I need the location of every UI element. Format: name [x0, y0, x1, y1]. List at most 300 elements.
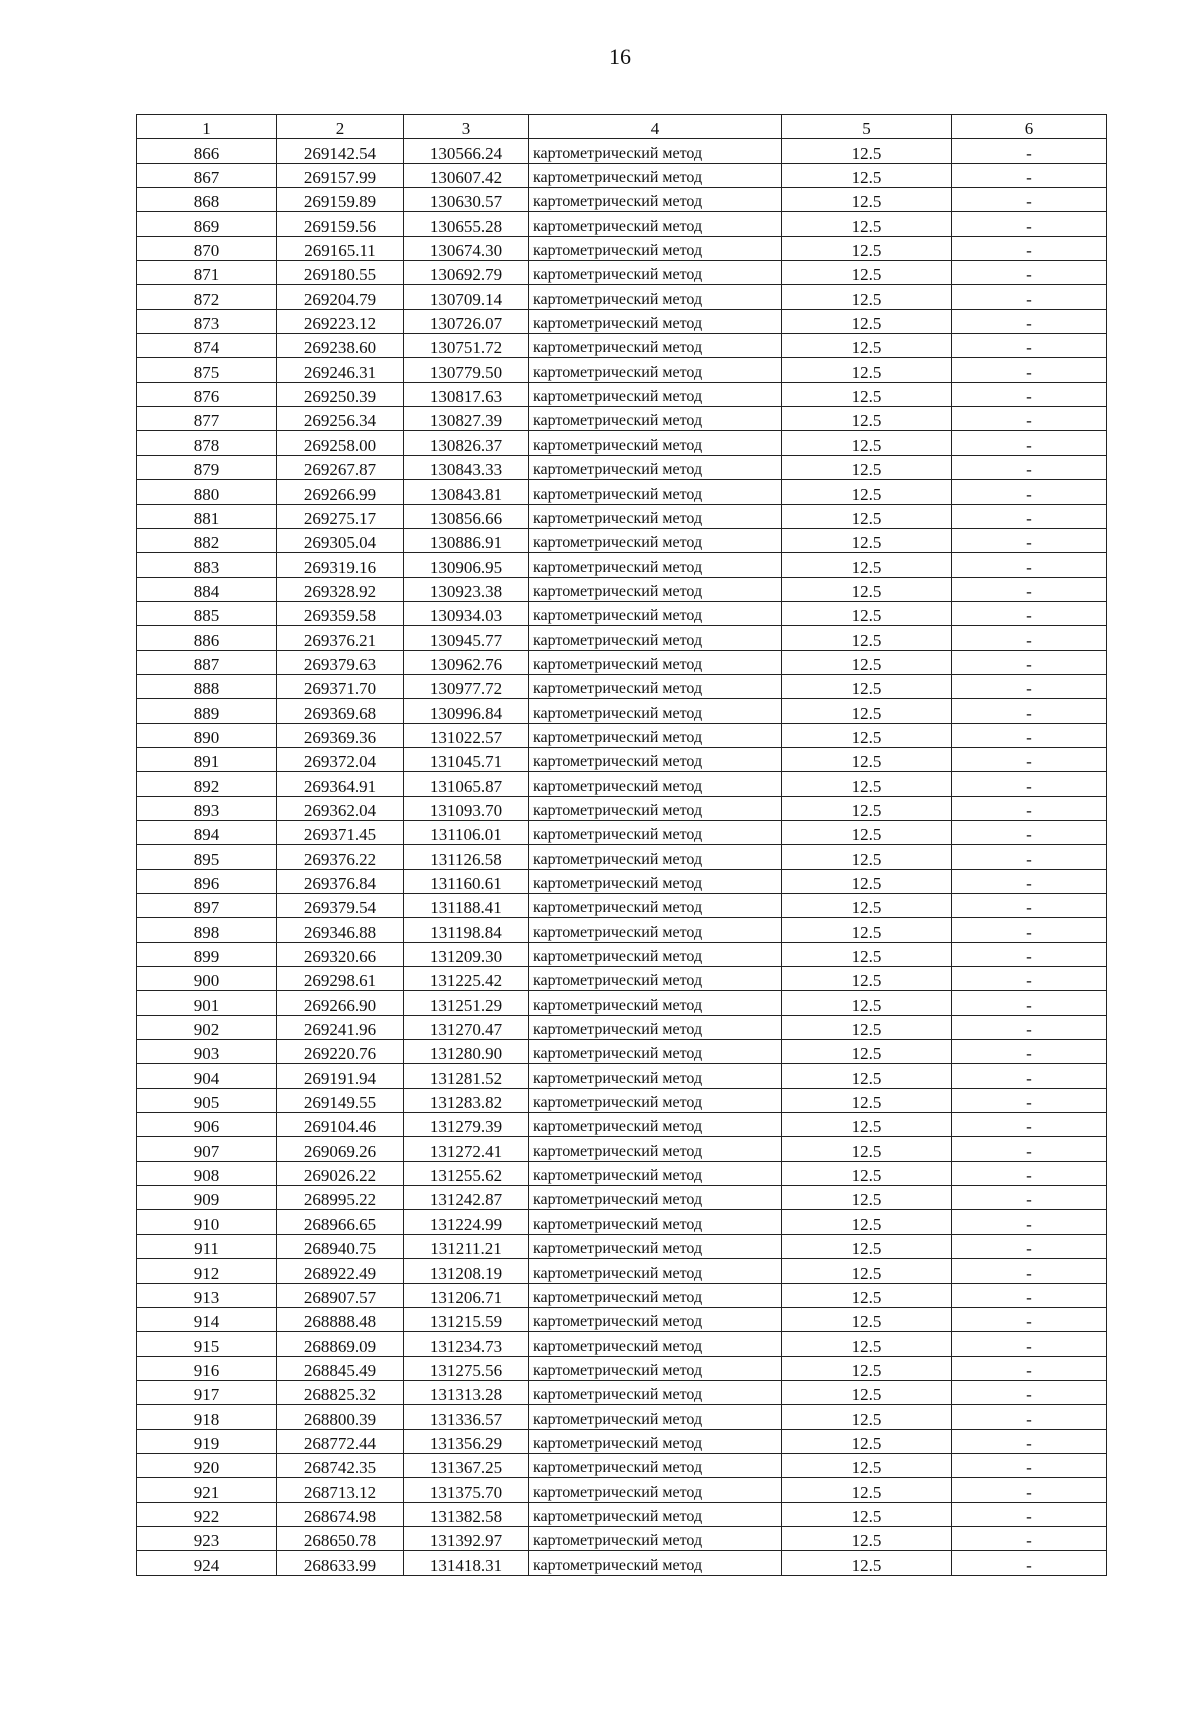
table-row [137, 139, 1107, 163]
y-coordinate-cell: 131224.99 [404, 1210, 529, 1234]
table-row [137, 747, 1107, 771]
table-row [137, 967, 1107, 991]
column-header: 4 [529, 115, 782, 139]
note-cell: - [952, 1429, 1107, 1453]
note-cell: - [952, 212, 1107, 236]
note-cell: - [952, 1040, 1107, 1064]
y-coordinate-cell: 130751.72 [404, 334, 529, 358]
accuracy-cell: 12.5 [782, 480, 952, 504]
x-coordinate-cell: 268825.32 [277, 1380, 404, 1404]
accuracy-cell: 12.5 [782, 1526, 952, 1550]
method-cell: картометрический метод [529, 1405, 782, 1429]
table-row [137, 1137, 1107, 1161]
x-coordinate-cell: 269275.17 [277, 504, 404, 528]
y-coordinate-cell: 131270.47 [404, 1015, 529, 1039]
table-row [137, 1186, 1107, 1210]
y-coordinate-cell: 130655.28 [404, 212, 529, 236]
method-cell: картометрический метод [529, 1137, 782, 1161]
method-cell: картометрический метод [529, 382, 782, 406]
method-cell: картометрический метод [529, 845, 782, 869]
note-cell: - [952, 1526, 1107, 1550]
note-cell: - [952, 601, 1107, 625]
y-coordinate-cell: 131255.62 [404, 1161, 529, 1185]
note-cell: - [952, 1551, 1107, 1575]
coordinates-table [136, 114, 1107, 1576]
y-coordinate-cell: 130977.72 [404, 674, 529, 698]
table-row [137, 577, 1107, 601]
note-cell: - [952, 358, 1107, 382]
accuracy-cell: 12.5 [782, 334, 952, 358]
x-coordinate-cell: 269204.79 [277, 285, 404, 309]
y-coordinate-cell: 130630.57 [404, 188, 529, 212]
point-number-cell: 923 [137, 1526, 277, 1550]
note-cell: - [952, 1113, 1107, 1137]
note-cell: - [952, 528, 1107, 552]
y-coordinate-cell: 131093.70 [404, 796, 529, 820]
table-row [137, 480, 1107, 504]
x-coordinate-cell: 269238.60 [277, 334, 404, 358]
point-number-cell: 877 [137, 407, 277, 431]
note-cell: - [952, 626, 1107, 650]
table-row [137, 1040, 1107, 1064]
table-row [137, 1113, 1107, 1137]
accuracy-cell: 12.5 [782, 1064, 952, 1088]
method-cell: картометрический метод [529, 699, 782, 723]
accuracy-cell: 12.5 [782, 942, 952, 966]
x-coordinate-cell: 269142.54 [277, 139, 404, 163]
y-coordinate-cell: 130674.30 [404, 236, 529, 260]
note-cell: - [952, 918, 1107, 942]
y-coordinate-cell: 130726.07 [404, 309, 529, 333]
x-coordinate-cell: 269180.55 [277, 261, 404, 285]
accuracy-cell: 12.5 [782, 382, 952, 406]
method-cell: картометрический метод [529, 1283, 782, 1307]
table-row [137, 1088, 1107, 1112]
table-row [137, 1210, 1107, 1234]
note-cell: - [952, 869, 1107, 893]
note-cell: - [952, 577, 1107, 601]
x-coordinate-cell: 269379.63 [277, 650, 404, 674]
table-row [137, 188, 1107, 212]
accuracy-cell: 12.5 [782, 528, 952, 552]
point-number-cell: 919 [137, 1429, 277, 1453]
accuracy-cell: 12.5 [782, 577, 952, 601]
accuracy-cell: 12.5 [782, 1040, 952, 1064]
note-cell: - [952, 845, 1107, 869]
note-cell: - [952, 309, 1107, 333]
table-row [137, 1332, 1107, 1356]
table-row [137, 894, 1107, 918]
point-number-cell: 888 [137, 674, 277, 698]
method-cell: картометрический метод [529, 1064, 782, 1088]
y-coordinate-cell: 131418.31 [404, 1551, 529, 1575]
method-cell: картометрический метод [529, 918, 782, 942]
accuracy-cell: 12.5 [782, 991, 952, 1015]
y-coordinate-cell: 131160.61 [404, 869, 529, 893]
method-cell: картометрический метод [529, 261, 782, 285]
point-number-cell: 918 [137, 1405, 277, 1429]
accuracy-cell: 12.5 [782, 407, 952, 431]
method-cell: картометрический метод [529, 1015, 782, 1039]
accuracy-cell: 12.5 [782, 1502, 952, 1526]
table-row [137, 772, 1107, 796]
method-cell: картометрический метод [529, 407, 782, 431]
y-coordinate-cell: 130923.38 [404, 577, 529, 601]
y-coordinate-cell: 131382.58 [404, 1502, 529, 1526]
y-coordinate-cell: 131367.25 [404, 1453, 529, 1477]
y-coordinate-cell: 130843.81 [404, 480, 529, 504]
accuracy-cell: 12.5 [782, 796, 952, 820]
accuracy-cell: 12.5 [782, 1161, 952, 1185]
y-coordinate-cell: 131280.90 [404, 1040, 529, 1064]
table-row [137, 1356, 1107, 1380]
note-cell: - [952, 1307, 1107, 1331]
note-cell: - [952, 334, 1107, 358]
x-coordinate-cell: 268907.57 [277, 1283, 404, 1307]
x-coordinate-cell: 269191.94 [277, 1064, 404, 1088]
point-number-cell: 902 [137, 1015, 277, 1039]
table-row [137, 236, 1107, 260]
table-row [137, 504, 1107, 528]
accuracy-cell: 12.5 [782, 455, 952, 479]
note-cell: - [952, 942, 1107, 966]
accuracy-cell: 12.5 [782, 1332, 952, 1356]
accuracy-cell: 12.5 [782, 820, 952, 844]
method-cell: картометрический метод [529, 480, 782, 504]
note-cell: - [952, 431, 1107, 455]
accuracy-cell: 12.5 [782, 845, 952, 869]
point-number-cell: 890 [137, 723, 277, 747]
accuracy-cell: 12.5 [782, 1137, 952, 1161]
note-cell: - [952, 1161, 1107, 1185]
method-cell: картометрический метод [529, 991, 782, 1015]
point-number-cell: 886 [137, 626, 277, 650]
y-coordinate-cell: 130692.79 [404, 261, 529, 285]
y-coordinate-cell: 131211.21 [404, 1234, 529, 1258]
table-row [137, 1551, 1107, 1575]
method-cell: картометрический метод [529, 1380, 782, 1404]
x-coordinate-cell: 269320.66 [277, 942, 404, 966]
x-coordinate-cell: 268650.78 [277, 1526, 404, 1550]
method-cell: картометрический метод [529, 334, 782, 358]
column-header: 5 [782, 115, 952, 139]
x-coordinate-cell: 269104.46 [277, 1113, 404, 1137]
column-header: 6 [952, 115, 1107, 139]
table-body [137, 115, 1107, 1576]
table-row [137, 1502, 1107, 1526]
x-coordinate-cell: 269305.04 [277, 528, 404, 552]
method-cell: картометрический метод [529, 577, 782, 601]
y-coordinate-cell: 131375.70 [404, 1478, 529, 1502]
accuracy-cell: 12.5 [782, 601, 952, 625]
y-coordinate-cell: 131198.84 [404, 918, 529, 942]
note-cell: - [952, 1405, 1107, 1429]
point-number-cell: 922 [137, 1502, 277, 1526]
method-cell: картометрический метод [529, 1088, 782, 1112]
y-coordinate-cell: 131251.29 [404, 991, 529, 1015]
x-coordinate-cell: 269223.12 [277, 309, 404, 333]
y-coordinate-cell: 131225.42 [404, 967, 529, 991]
method-cell: картометрический метод [529, 723, 782, 747]
note-cell: - [952, 1332, 1107, 1356]
point-number-cell: 912 [137, 1259, 277, 1283]
point-number-cell: 879 [137, 455, 277, 479]
note-cell: - [952, 699, 1107, 723]
note-cell: - [952, 1064, 1107, 1088]
point-number-cell: 885 [137, 601, 277, 625]
x-coordinate-cell: 269379.54 [277, 894, 404, 918]
x-coordinate-cell: 269266.99 [277, 480, 404, 504]
accuracy-cell: 12.5 [782, 699, 952, 723]
method-cell: картометрический метод [529, 431, 782, 455]
x-coordinate-cell: 269256.34 [277, 407, 404, 431]
note-cell: - [952, 1234, 1107, 1258]
x-coordinate-cell: 269372.04 [277, 747, 404, 771]
table-row [137, 1283, 1107, 1307]
note-cell: - [952, 1380, 1107, 1404]
note-cell: - [952, 991, 1107, 1015]
method-cell: картометрический метод [529, 1356, 782, 1380]
note-cell: - [952, 1453, 1107, 1477]
table-row [137, 674, 1107, 698]
table-row [137, 382, 1107, 406]
note-cell: - [952, 772, 1107, 796]
table-row [137, 845, 1107, 869]
x-coordinate-cell: 268633.99 [277, 1551, 404, 1575]
table-row [137, 1307, 1107, 1331]
point-number-cell: 903 [137, 1040, 277, 1064]
method-cell: картометрический метод [529, 139, 782, 163]
table-header-row [137, 115, 1107, 139]
point-number-cell: 873 [137, 309, 277, 333]
y-coordinate-cell: 130826.37 [404, 431, 529, 455]
table-row [137, 1015, 1107, 1039]
accuracy-cell: 12.5 [782, 431, 952, 455]
table-row [137, 650, 1107, 674]
point-number-cell: 916 [137, 1356, 277, 1380]
point-number-cell: 889 [137, 699, 277, 723]
point-number-cell: 895 [137, 845, 277, 869]
point-number-cell: 872 [137, 285, 277, 309]
x-coordinate-cell: 269371.70 [277, 674, 404, 698]
method-cell: картометрический метод [529, 163, 782, 187]
table-row [137, 285, 1107, 309]
x-coordinate-cell: 269258.00 [277, 431, 404, 455]
y-coordinate-cell: 131275.56 [404, 1356, 529, 1380]
y-coordinate-cell: 130962.76 [404, 650, 529, 674]
point-number-cell: 920 [137, 1453, 277, 1477]
x-coordinate-cell: 269149.55 [277, 1088, 404, 1112]
method-cell: картометрический метод [529, 1478, 782, 1502]
table-row [137, 601, 1107, 625]
point-number-cell: 897 [137, 894, 277, 918]
accuracy-cell: 12.5 [782, 772, 952, 796]
point-number-cell: 901 [137, 991, 277, 1015]
accuracy-cell: 12.5 [782, 285, 952, 309]
note-cell: - [952, 553, 1107, 577]
table-row [137, 212, 1107, 236]
table-row [137, 1259, 1107, 1283]
method-cell: картометрический метод [529, 869, 782, 893]
table-row [137, 261, 1107, 285]
point-number-cell: 869 [137, 212, 277, 236]
accuracy-cell: 12.5 [782, 918, 952, 942]
x-coordinate-cell: 268713.12 [277, 1478, 404, 1502]
table-row [137, 431, 1107, 455]
y-coordinate-cell: 130817.63 [404, 382, 529, 406]
point-number-cell: 883 [137, 553, 277, 577]
method-cell: картометрический метод [529, 1161, 782, 1185]
point-number-cell: 909 [137, 1186, 277, 1210]
note-cell: - [952, 261, 1107, 285]
note-cell: - [952, 1210, 1107, 1234]
point-number-cell: 910 [137, 1210, 277, 1234]
note-cell: - [952, 407, 1107, 431]
x-coordinate-cell: 269026.22 [277, 1161, 404, 1185]
method-cell: картометрический метод [529, 942, 782, 966]
note-cell: - [952, 139, 1107, 163]
table-row [137, 626, 1107, 650]
x-coordinate-cell: 269319.16 [277, 553, 404, 577]
note-cell: - [952, 967, 1107, 991]
x-coordinate-cell: 269364.91 [277, 772, 404, 796]
y-coordinate-cell: 131313.28 [404, 1380, 529, 1404]
y-coordinate-cell: 130934.03 [404, 601, 529, 625]
accuracy-cell: 12.5 [782, 650, 952, 674]
table-row [137, 528, 1107, 552]
x-coordinate-cell: 269165.11 [277, 236, 404, 260]
accuracy-cell: 12.5 [782, 1015, 952, 1039]
table-row [137, 1405, 1107, 1429]
accuracy-cell: 12.5 [782, 1113, 952, 1137]
point-number-cell: 908 [137, 1161, 277, 1185]
method-cell: картометрический метод [529, 528, 782, 552]
table-row [137, 699, 1107, 723]
table-row [137, 796, 1107, 820]
note-cell: - [952, 1186, 1107, 1210]
note-cell: - [952, 236, 1107, 260]
point-number-cell: 924 [137, 1551, 277, 1575]
accuracy-cell: 12.5 [782, 967, 952, 991]
method-cell: картометрический метод [529, 1307, 782, 1331]
x-coordinate-cell: 268869.09 [277, 1332, 404, 1356]
point-number-cell: 911 [137, 1234, 277, 1258]
note-cell: - [952, 504, 1107, 528]
x-coordinate-cell: 269159.89 [277, 188, 404, 212]
y-coordinate-cell: 131283.82 [404, 1088, 529, 1112]
y-coordinate-cell: 131336.57 [404, 1405, 529, 1429]
y-coordinate-cell: 130886.91 [404, 528, 529, 552]
x-coordinate-cell: 269369.68 [277, 699, 404, 723]
point-number-cell: 894 [137, 820, 277, 844]
column-header: 1 [137, 115, 277, 139]
x-coordinate-cell: 269241.96 [277, 1015, 404, 1039]
method-cell: картометрический метод [529, 1332, 782, 1356]
method-cell: картометрический метод [529, 1502, 782, 1526]
point-number-cell: 884 [137, 577, 277, 601]
y-coordinate-cell: 131281.52 [404, 1064, 529, 1088]
accuracy-cell: 12.5 [782, 1551, 952, 1575]
table-row [137, 334, 1107, 358]
method-cell: картометрический метод [529, 236, 782, 260]
method-cell: картометрический метод [529, 747, 782, 771]
table-row [137, 1064, 1107, 1088]
point-number-cell: 900 [137, 967, 277, 991]
method-cell: картометрический метод [529, 967, 782, 991]
method-cell: картометрический метод [529, 553, 782, 577]
point-number-cell: 904 [137, 1064, 277, 1088]
method-cell: картометрический метод [529, 1429, 782, 1453]
accuracy-cell: 12.5 [782, 723, 952, 747]
method-cell: картометрический метод [529, 1113, 782, 1137]
accuracy-cell: 12.5 [782, 1380, 952, 1404]
x-coordinate-cell: 268888.48 [277, 1307, 404, 1331]
note-cell: - [952, 1259, 1107, 1283]
point-number-cell: 913 [137, 1283, 277, 1307]
accuracy-cell: 12.5 [782, 236, 952, 260]
x-coordinate-cell: 269371.45 [277, 820, 404, 844]
accuracy-cell: 12.5 [782, 261, 952, 285]
x-coordinate-cell: 269298.61 [277, 967, 404, 991]
y-coordinate-cell: 131209.30 [404, 942, 529, 966]
point-number-cell: 882 [137, 528, 277, 552]
table-row [137, 1161, 1107, 1185]
method-cell: картометрический метод [529, 626, 782, 650]
y-coordinate-cell: 130827.39 [404, 407, 529, 431]
y-coordinate-cell: 130906.95 [404, 553, 529, 577]
table-row [137, 820, 1107, 844]
note-cell: - [952, 382, 1107, 406]
method-cell: картометрический метод [529, 796, 782, 820]
accuracy-cell: 12.5 [782, 1210, 952, 1234]
method-cell: картометрический метод [529, 358, 782, 382]
table-row [137, 918, 1107, 942]
note-cell: - [952, 674, 1107, 698]
method-cell: картометрический метод [529, 650, 782, 674]
y-coordinate-cell: 130779.50 [404, 358, 529, 382]
y-coordinate-cell: 131208.19 [404, 1259, 529, 1283]
y-coordinate-cell: 131065.87 [404, 772, 529, 796]
note-cell: - [952, 1088, 1107, 1112]
x-coordinate-cell: 268940.75 [277, 1234, 404, 1258]
x-coordinate-cell: 269250.39 [277, 382, 404, 406]
point-number-cell: 905 [137, 1088, 277, 1112]
y-coordinate-cell: 131392.97 [404, 1526, 529, 1550]
method-cell: картометрический метод [529, 1453, 782, 1477]
table-row [137, 1429, 1107, 1453]
point-number-cell: 876 [137, 382, 277, 406]
x-coordinate-cell: 269328.92 [277, 577, 404, 601]
note-cell: - [952, 1478, 1107, 1502]
table-row [137, 553, 1107, 577]
y-coordinate-cell: 131106.01 [404, 820, 529, 844]
method-cell: картометрический метод [529, 309, 782, 333]
method-cell: картометрический метод [529, 285, 782, 309]
table-row [137, 991, 1107, 1015]
point-number-cell: 891 [137, 747, 277, 771]
table-row [137, 358, 1107, 382]
y-coordinate-cell: 130843.33 [404, 455, 529, 479]
point-number-cell: 868 [137, 188, 277, 212]
method-cell: картометрический метод [529, 188, 782, 212]
accuracy-cell: 12.5 [782, 1088, 952, 1112]
accuracy-cell: 12.5 [782, 309, 952, 333]
accuracy-cell: 12.5 [782, 1429, 952, 1453]
x-coordinate-cell: 269246.31 [277, 358, 404, 382]
table-row [137, 723, 1107, 747]
y-coordinate-cell: 130566.24 [404, 139, 529, 163]
method-cell: картометрический метод [529, 212, 782, 236]
